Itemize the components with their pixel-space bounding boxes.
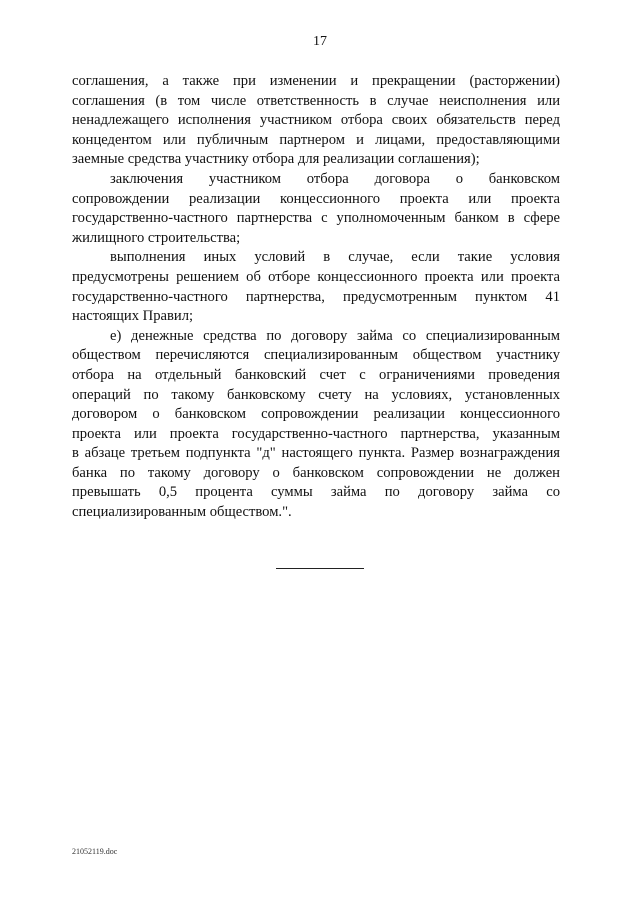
paragraph-bank-support-contract [72,170,560,248]
text-line: настоящих Правил; [72,308,194,325]
footer-file-name: 21052119.doc [72,847,118,856]
text-line: договором о банковском сопровождении реализации концессионного [72,406,560,423]
page-number: 17 [313,34,327,49]
text-line: ненадлежащего исполнения участником отбора своих обязательств перед [72,112,560,129]
text-line: соглашения (в том числе ответственность в случае неисполнения или [72,92,560,109]
text-line: государственно-частного партнерства с уполномоченным банком в сфере [72,210,560,227]
paragraph-loan-funds-transfer [72,327,560,523]
text-line: выполнения иных условий в случае, если такие условия [110,249,560,266]
text-line: проекта или проекта государственно-частного партнерства, указанным [72,425,560,442]
text-line: отбора на отдельный банковский счет с ограничениями проведения [72,366,560,383]
text-line: сопровождении реализации концессионного проекта или проекта [72,190,560,207]
end-separator-line [276,568,364,569]
text-line: государственно-частного партнерства, предусмотренным пунктом 41 [72,288,560,305]
text-line: в абзаце третьем подпункта "д" настоящего пункта. Размер вознаграждения [72,445,560,462]
text-line: заключения участником отбора договора о банковском [110,170,560,187]
text-line: операций по такому банковскому счету на условиях, установленных [72,386,560,403]
text-line: заемные средства участнику отбора для реализации соглашения); [72,151,480,168]
paragraph-agreement-terms [72,72,560,170]
text-line: жилищного строительства; [72,229,241,246]
text-line: соглашения, а также при изменении и прекращении (расторжении) [72,73,560,89]
text-line: концедентом или публичным партнером и лицами, предоставляющими [72,131,560,148]
text-line: предусмотрены решением об отборе концессионного проекта или проекта [72,268,560,285]
text-line: банка по такому договору о банковском сопровождении не должен [72,464,560,481]
text-line: превышать 0,5 процента суммы займа по договору займа со [72,484,560,501]
text-line: е) денежные средства по договору займа со специализированным [110,327,560,344]
text-line: специализированным обществом.". [72,504,292,521]
document-body [72,72,560,523]
text-line: обществом перечисляются специализированным обществом участнику [72,347,560,364]
paragraph-other-conditions [72,248,560,326]
